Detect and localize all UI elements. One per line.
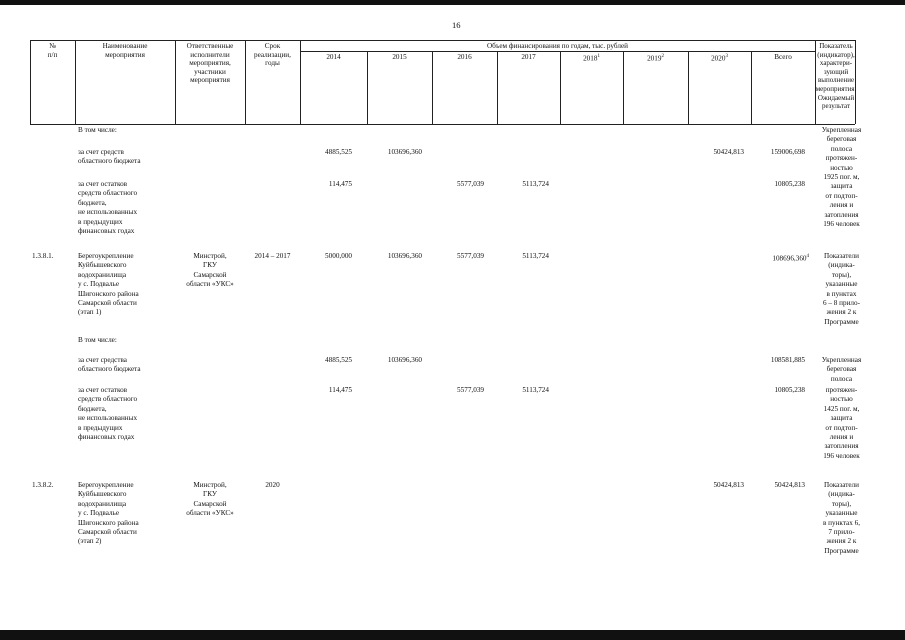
block1-residual-2017: 5113,724: [522, 180, 549, 188]
row-1381-2017: 5113,724: [522, 252, 549, 260]
row-1381-term: 2014 – 2017: [254, 252, 291, 260]
block1-regional-2015: 103696,360: [387, 148, 422, 156]
header-year-2018-text: 2018: [583, 54, 598, 63]
row-1381-indicator: Показатели (индика- торы), указанные в пунктах 6 – 8 прило- жения 2 к Программе: [822, 252, 861, 326]
row-1381-num: 1.3.8.1.: [32, 252, 54, 260]
footnote-2: 2: [661, 54, 664, 59]
header-num: № п/п: [47, 42, 58, 59]
block1-residual-label: за счет остатков средств областного бюджета, не использованных в предыдущих финансовых годах: [78, 180, 138, 236]
footnote-4: 4: [806, 254, 809, 259]
row-1381-residual-2016: 5577,039: [457, 386, 484, 394]
header-term: Срок реализации, годы: [254, 42, 291, 68]
col-border-11: [751, 51, 752, 124]
footnote-3: 3: [725, 54, 728, 59]
header-year-2018: [560, 53, 623, 63]
row-1382-indicator: Показатели (индика- торы), указанные в пунктах 6, 7 прило- жения 2 к Программе: [822, 481, 861, 555]
row-1381-total: [751, 252, 809, 264]
header-year-2017: 2017: [521, 53, 536, 61]
block1-regional-label: за счет средств областного бюджета: [78, 148, 141, 166]
row-1381-residual-label: за счет остатков средств областного бюджета, не использованных в предыдущих финансовых годах: [78, 386, 138, 442]
row-1381-2016: 5577,039: [457, 252, 484, 260]
scan-top-border: [0, 0, 905, 5]
row-1381-residual-indicator: протяжен- ностью 1425 пог. м, защита от подтоп- ления и затопления 196 человек: [823, 386, 860, 460]
row-1381-name: Берегоукрепление Куйбышевского водохранилища у с. Подвалье Шигонского района Самарской области (этап 1): [78, 252, 139, 317]
row-1381-residual-2017: 5113,724: [522, 386, 549, 394]
row-1381-regional-indicator: Укрепленная береговая полоса: [821, 356, 862, 383]
page-number: 16: [452, 20, 461, 30]
row-1381-regional-label: за счет средства областного бюджета: [78, 356, 141, 374]
row-1382-responsible: Минстрой, ГКУ Самарской области «УКС»: [186, 481, 234, 518]
header-total: Всего: [774, 53, 792, 61]
block1-including: В том числе:: [78, 126, 117, 134]
header-year-2016: 2016: [457, 53, 472, 61]
col-border-6: [432, 51, 433, 124]
block1-regional-total: 159006,698: [770, 148, 805, 156]
row-1381-2015: 103696,360: [387, 252, 422, 260]
header-year-2014: 2014: [326, 53, 341, 61]
footnote-1: 1: [597, 54, 600, 59]
block1-regional-2020: 50424,813: [713, 148, 744, 156]
row-1381-regional-2014: 4885,525: [325, 356, 352, 364]
row-1381-residual-2014: 114,475: [328, 386, 352, 394]
col-border-5: [367, 51, 368, 124]
header-responsible: Ответственные исполнители мероприятия, участники мероприятия: [186, 42, 234, 85]
block1-indicator: Укрепленная береговая полоса протяжен- ностью 1925 пог. м, защита от подтоп- ления и затопления 196 человек: [821, 126, 862, 229]
row-1382-term: 2020: [265, 481, 280, 489]
block1-residual-total: 10805,238: [774, 180, 805, 188]
header-year-2019: [623, 53, 688, 63]
header-year-2015: 2015: [392, 53, 407, 61]
header-name: Наименование мероприятия: [102, 42, 148, 59]
funding-subheader-line: [300, 51, 815, 52]
row-1381-regional-total: 108581,885: [770, 356, 805, 364]
row-1382-name: Берегоукрепление Куйбышевского водохранилища у с. Подвалье Шигонского района Самарской области (этап 2): [78, 481, 139, 546]
scan-bottom-border: [0, 630, 905, 640]
row-1382-total: 50424,813: [774, 481, 805, 489]
block1-regional-2014: 4885,525: [325, 148, 352, 156]
header-indicator: Показатель (индикатор), характери- зующий выполнение мероприятия. Ожидаемый результат: [815, 42, 857, 111]
row-1382-num: 1.3.8.2.: [32, 481, 54, 489]
row-1381-including: В том числе:: [78, 336, 117, 344]
block1-residual-2014: 114,475: [328, 180, 352, 188]
header-bottom-border: [30, 124, 855, 125]
row-1381-responsible: Минстрой, ГКУ Самарской области «УКС»: [186, 252, 234, 289]
header-year-2020: [688, 53, 751, 63]
col-border-7: [497, 51, 498, 124]
row-1381-2014: 5000,000: [325, 252, 352, 260]
block1-residual-2016: 5577,039: [457, 180, 484, 188]
header-year-2020-text: 2020: [711, 54, 726, 63]
row-1381-regional-2015: 103696,360: [387, 356, 422, 364]
row-1382-2020: 50424,813: [713, 481, 744, 489]
header-year-2019-text: 2019: [647, 54, 662, 63]
table-top-border: [30, 40, 855, 41]
header-funding: Объем финансирования по годам, тыс. рублей: [486, 42, 629, 50]
row-1381-residual-total: 10805,238: [774, 386, 805, 394]
row-1381-total-value: 108696,360: [772, 254, 807, 263]
